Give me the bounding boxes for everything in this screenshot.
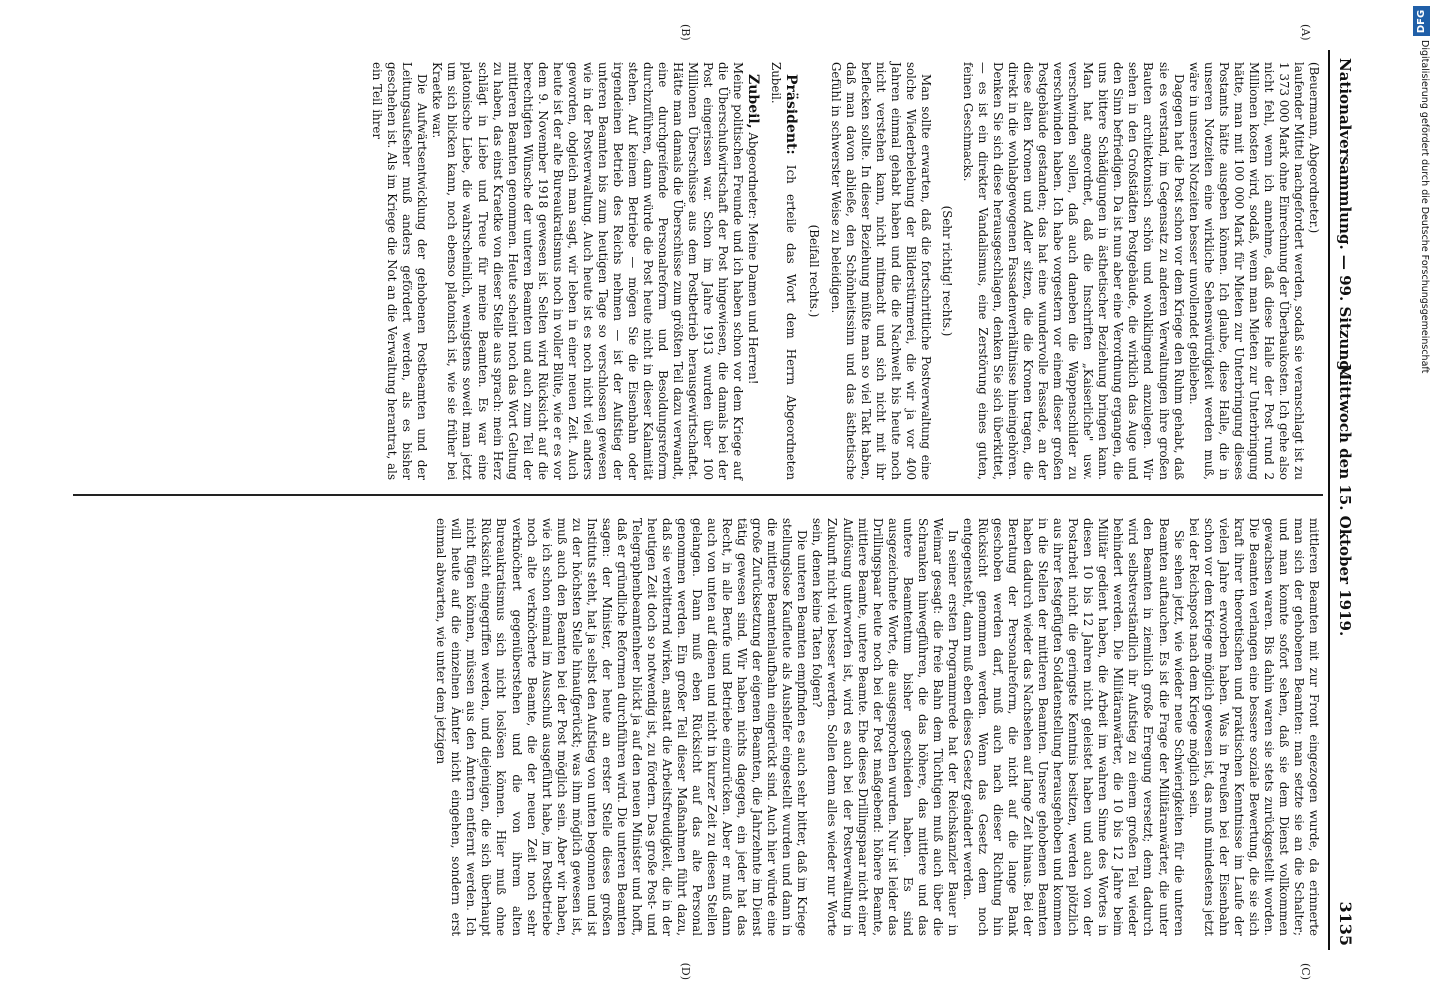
- page-number: 3135: [1336, 901, 1355, 946]
- paragraph: Man sollte erwarten, daß die fortschrittliche Postverwaltung eine solche Wiederbelebung der Bilderstürmerei, die wir ja vor 400 Jahren einmal gehabt haben und die die Nachwelt bis heute noch nicht verstehen kann, nicht mitmacht und sich nicht mit ihr beflecken sollte. In dieser Beziehung müßte man so viel Takt haben, daß man davon abließe, den Schönheitssinn und das ästhetische Gefühl in schwerster Weise zu beleidigen.: [828, 62, 933, 480]
- column-divider: [73, 494, 1323, 496]
- right-column: [433, 518, 1321, 936]
- paragraph: Die Aufwärtsentwicklung der gehobenen Postbeamten und der Leitungsaufseher muß anders gefördert werden, als es bisher geschehen ist. Als im Kriege die Not an die Verwaltung herantrat, als ein Teil ihrer: [370, 62, 430, 480]
- dfg-sidebar: [1410, 0, 1434, 1000]
- margin-marker-c: (C): [1299, 963, 1312, 980]
- statement-text: Ich erteile das Wort dem Herrn Abgeordneten Zubeil.: [769, 62, 799, 481]
- interjection: (Sehr richtig! rechts.): [939, 205, 954, 337]
- speaker-name: Zubeil,: [745, 74, 762, 129]
- interjection: (Beifall rechts.): [807, 224, 822, 318]
- speaker-intro: [745, 62, 760, 480]
- paragraph: Dagegen hat die Post schon vor dem Kriege den Ruhm gehabt, daß sie es verstand, im Gegensatz zu anderen Verwaltungen ihre großen Bauten architektonisch schön und wohlklingend anzulegen. Wir sehen in den Großstädten Postgebäude, die wirklich das Auge und den Sinn befriedigen. Da ist nun aber eine Verordnung ergangen, die uns bittere Schädigungen in ästhetischer Beziehung bringen kann. Man hat angeordnet, daß die Inschriften „Kaiserliche" usw. verschwinden sollen, daß auch daneben die Wappenschilder zu verschwinden haben. Ich habe vorgestern vor einem dieser großen Postgebäude gestanden; das hat eine wundervolle Fassade, an der diese alten Kronen und Adler sitzen, die die Kronen tragen, die direkt in die wohlabgewogenen Fassadenverhältnisse hineingehören. Denken Sie sich diese herausgeschlagen, denken Sie sich überkittet, — es ist ein direkter Vandalismus, eine Zerstörung eines guten, feinen Geschmacks.: [960, 62, 1186, 480]
- president-statement: [768, 62, 798, 480]
- running-head-date: Mittwoch den 15. Oktober 1919.: [1336, 363, 1354, 637]
- paragraph: Meine politischen Freunde und ich haben schon vor dem Kriege auf die Überschußwirtschaft der Post hingewiesen, die damals bei der Post eingerissen war. Schon im Jahre 1913 wurden über 100 Millionen Überschüsse aus dem Postbetrieb herausgewirtschaftet. Hätte man damals die Überschüsse zum größten Teil dazu verwandt, eine durchgreifende Personalreform und Besoldungsreform durchzuführen, dann würde die Post heute nicht in dieser Kalamität stehen. Auf keinem Betriebe — mögen Sie die Eisenbahn oder irgendeinen Betrieb des Reichs nehmen — ist der Aufstieg der unteren Beamten bis zum heutigen Tage so verschlossen gewesen wie in der Postverwaltung. Auch heute ist es noch nicht viel anders geworden, obgleich man sagt, wir leben in einer neuen Zeit. Auch heute ist der alte Bureaukratismus noch in voller Blüte, wie er es vor dem 9. November 1918 gewesen ist. Selten wird Rücksicht auf die berechtigten Wünsche der unteren Beamten und auch zum Teil der mittleren Beamten genommen. Heute scheint noch das Wort Geltung zu haben, das einst Kraetke von dieser Stelle aus sprach: mein Herz schlägt in Liebe und Treue für meine Beamten. Es war eine platonische Liebe, die wahrscheinlich, wenigstens soweit man jetzt um sich blicken kann, noch ebenso platonisch ist, wie sie früher bei Kraetke war.: [430, 62, 746, 480]
- paragraph: Sie sehen jetzt, wie wieder neue Schwierigkeiten für die unteren Beamten auftauchen. Es ist die Frage der Militäranwärter, die unter den Beamten in ziemlich große Erregung versetzt; denn dadurch wird selbstverständlich ihr Aufstieg zu einem großen Teil wieder behindert werden. Die Militäranwärter, die 10 bis 12 Jahre beim Militär gedient haben, die Arbeit im wahren Sinne des Wortes in diesen 10 bis 12 Jahren nicht geleistet haben und auch von der Postarbeit nicht die geringste Kenntnis besitzen, werden plötzlich aus ihrer festgefügten Soldatenstellung herausgehoben und kommen in die Stellen der mittleren Beamten. Unsere gehobenen Beamten haben dadurch wieder das Nachsehen auf lange Zeit hinaus. Bei der Beratung der Personalreform, die nicht auf die lange Bank geschoben werden darf, muß auch nach dieser Richtung hin Rücksicht genommen werden. Wenn das Gesetz dem noch entgegensteht, dann muß eben dieses Gesetz geändert werden.: [960, 518, 1186, 936]
- margin-marker-d: (D): [679, 962, 692, 980]
- paragraph: In seiner ersten Programmrede hat der Reichskanzler Bauer in Weimar gesagt: die freie Bahn dem Tüchtigen muß auch über die Schranken hinwegführen, die das höhere, das mittlere und das untere Beamtentum bisher geschieden haben. Es sind ausgezeichnete Worte, die ausgesprochen wurden. Nur ist leider das Drillingspaar heute noch bei der Post maßgebend: höhere Beamte, mittlere Beamte, untere Beamte. Ehe dieses Drillingspaar nicht einer Auflösung unterworfen ist, wird es auch bei der Postverwaltung in Zukunft nicht viel besser werden. Sollen denn alles wieder nur Worte sein, denen keine Taten folgen?: [810, 518, 960, 936]
- running-head: [1333, 50, 1357, 950]
- margin-marker-b: (B): [679, 24, 692, 41]
- paragraph: laufender Mittel nachgefordert werden, sodaß sie veranschlagt ist zu 1 373 000 Mark ohne Einrechnung der Überbaukosten. Ich gehe also nicht fehl, wenn ich annehme, daß diese Halle der Post rund 2 Millionen kosten wird, sodaß, wenn man Mieten zur Unterbringung hätte, man mit 100 000 Mark für Mieten zur Unterbringung dieses Postamts hätte ausgeben können. Ich glaube, diese Halle, die in unseren Notzeiten eine wirkliche Sehenswürdigkeit werden muß, wäre in unseren Notzeiten besser unvollendet geblieben.: [1186, 62, 1306, 480]
- margin-marker-a: (A): [1299, 24, 1312, 41]
- left-column: [369, 62, 1321, 480]
- document-page: [57, 24, 1357, 980]
- speaker-role: Abgeordneter:: [746, 132, 761, 220]
- paragraph: Die unteren Beamten empfinden es auch sehr bitter, daß im Kriege stellungslose Kaufleute als Aushelfer eingestellt wurden und dann in die mittlere Beamtenlaufbahn eingerückt sind. Auch hier würde eine große Zurücksetzung der eigenen Beamten, die Jahrzehnte im Dienst tätig gewesen sind. Wir haben nichts dagegen, ein jeder hat das Recht, in alle Berufe und Betriebe einzurücken. Aber er muß dann auch von unten auf dienen und nicht in kurzer Zeit zu diesen Stellen gelangen. Dann muß eben Rücksicht auf das alte Personal genommen werden. Ein großer Teil dieser Maßnahmen führt dazu, daß sie verbitternd wirken, anstatt die Arbeitsfreudigkeit, die in der heutigen Zeit doch so notwendig ist, zu fördern. Das große Post- und Telegraphenbeamtenheer blickt ja auf den neuen Minister und hofft, daß er gründliche Reformen durchführen wird. Die unteren Beamten sagen: der Minister, der heute an erster Stelle dieses großen Instituts steht, hat ja selbst den Aufstieg von unten begonnen und ist zu der höchsten Stelle hinaufgerückt; was ihm möglich gewesen ist, muß auch den Beamten bei der Post möglich sein. Aber wir haben, wie ich schon einmal im Ausschuß ausgeführt habe, im Postbetriebe noch alte verknöcherte Beamte, die der neuen Zeit noch sehr verknöchert gegenüberstehen und die von ihrem alten Bureaukratismus sich nicht loslösen können. Hier muß ohne Rücksicht eingegriffen werden, und diejenigen, die sich überhaupt nicht fügen können, müssen aus den Ämtern entfernt werden. Ich will heute auf die einzelnen Ämter nicht eingehen, sondern erst einmal abwarten, wie unter dem jetzigen: [434, 518, 810, 936]
- header-rule: [1328, 50, 1330, 950]
- salutation: Meine Damen und Herren!: [746, 222, 761, 385]
- speaker-tag: (Beuermann, Abgeordneter.): [1307, 62, 1321, 234]
- speaker-name: Präsident:: [783, 74, 800, 155]
- paragraph: mittleren Beamten mit zur Front eingezogen wurde, da erinnerte man sich der gehobenen Beamten: man setzte sie an die Schalter; und man konnte sofort sehen, daß sie dem Dienst vollkommen gewachsen waren. Bis dahin waren sie stets zurückgestellt worden. Die Beamten verlangen eine bessere soziale Bewertung, die sie sich kraft ihrer theoretischen und praktischen Kenntnisse im Laufe der vielen Jahre erworben haben. Was in Preußen bei der Eisenbahn schon vor dem Kriege möglich gewesen ist, das muß mindestens jetzt bei der Reichspost nach dem Kriege möglich sein.: [1186, 518, 1321, 936]
- dfg-logo-text: DFG: [1416, 9, 1427, 33]
- running-head-left: Nationalversammlung. — 99. Sitzung.: [1336, 58, 1354, 376]
- digitization-credit: Digitalisierung gefördert durch die Deutsche Forschungsgemeinschaft: [1419, 40, 1430, 374]
- dfg-logo-icon: [1413, 6, 1430, 36]
